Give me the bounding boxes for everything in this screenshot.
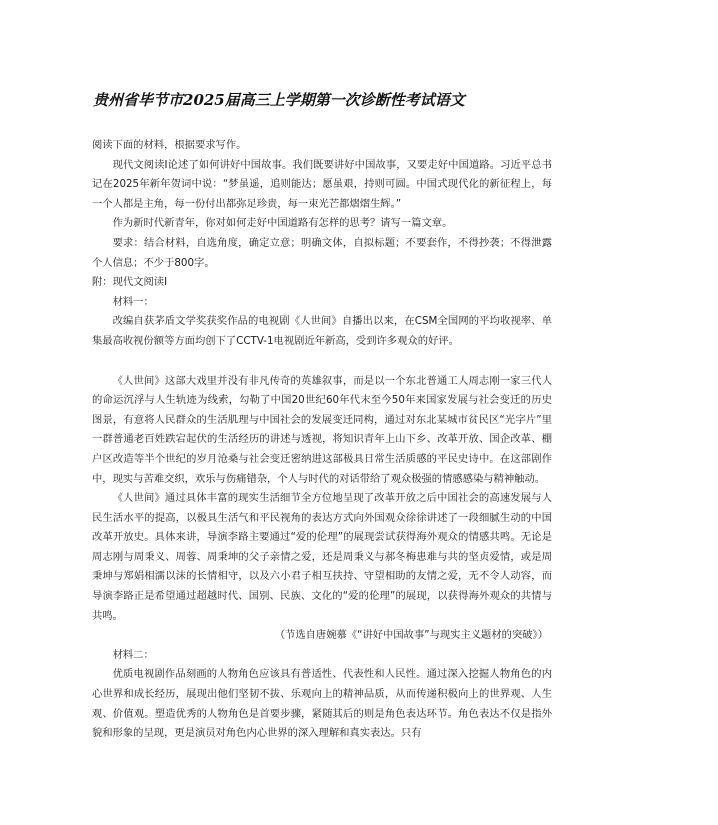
instruction-paragraph: 阅读下面的材料，根据要求写作。 <box>92 139 247 151</box>
document-title: 贵州省毕节市2025届高三上学期第一次诊断性考试语文 <box>93 91 465 109</box>
material-one-heading: 材料一： <box>112 295 154 308</box>
material-one-paragraph-2: 《人世间》通过具体丰富的现实生活细节全方位地呈现了改革开放之后中国社会的高速发展与人民生活水平的提高，以极具生活气和平民视角的表达方式向外国观众徐徐讲述了一段细腻生动的中国改革开放史。具体来讲，导演李路主要通过“爱的伦理”的展现尝试获得海外观众的情感共鸣。无论是周志刚与周秉义、周蓉、周秉坤的父子亲情之爱，还是周秉义与郝冬梅患难与共的坚贞爱情，或是周秉坤与郑娟相濡以沫的长情相守，以及六小君子相互扶持、守望相助的友情之爱，无不令人动容，而导演李路正是希望通过超越时代、国别、民族、文化的“爱的伦理”的展现，以获得海外观众的共情与共鸣。 <box>92 492 552 622</box>
document-body <box>92 136 552 744</box>
material-two-heading: 材料二： <box>112 648 154 661</box>
material-two-paragraph: 优质电视剧作品刻画的人物角色应该具有普适性、代表性和人民性。通过深入挖掘人物角色的内心世界和成长经历，展现出他们坚韧不拔、乐观向上的精神品质，从而传递积极向上的世界观、人生观、价值观。塑造优秀的人物角色是首要步骤，紧随其后的则是角色表达环节。角色表达不仅是指外貌和形象的呈现，更是演员对角色内心世界的深入理解和真实表达。只有 <box>92 668 552 740</box>
appendix-label: 附：现代文阅读Ⅰ <box>92 276 168 289</box>
paragraph-gap <box>92 352 552 372</box>
source-citation: （节选自唐婉慕《“讲好中国故事”与现实主义题材的突破》） <box>274 629 548 642</box>
prompt-paragraph: 现代文阅读Ⅰ论述了如何讲好中国故事。我们既要讲好中国故事，又要走好中国道路。习近平总书记在2025年新年贺词中说：“梦虽遥，追则能达；愿虽艰，持则可圆。中国式现代化的新征程上，每一个人都是主角，每一份付出都弥足珍贵，每一束光芒都熠熠生辉。” <box>92 158 552 210</box>
material-one-intro: 改编自获茅盾文学奖获奖作品的电视剧《人世间》自播出以来，在CSM全国网的平均收视率、单集最高收视份额等方面均创下了CCTV-1电视剧近年新高，受到许多观众的好评。 <box>92 315 552 347</box>
material-one-paragraph-1: 《人世间》这部大戏里并没有非凡传奇的英雄叙事，而是以一个东北普通工人周志刚一家三代人的命运沉浮与人生轨迹为线索，勾勒了中国20世纪60年代末至今50年来国家发展与社会变迁的历史图景，有意将人民群众的生活肌理与中国社会的发展变迁同构，通过对东北某城市贫民区“光字片”里一群普通老百姓跌宕起伏的生活经历的讲述与透视，将知识青年上山下乡、改革开放、国企改革、棚户区改造等半个世纪的岁月沧桑与社会变迁密纳进这部极具日常生活质感的平民史诗中。在这部剧作中，现实与苦难交织，欢乐与伤痛错杂，个人与时代的对话带给了观众极强的情感感染与精神触动。 <box>92 374 552 485</box>
task-paragraph: 作为新时代新青年，你对如何走好中国道路有怎样的思考？请写一篇文章。 <box>112 217 453 230</box>
requirements-paragraph: 要求：结合材料，自选角度，确定立意；明确文体，自拟标题；不要套作，不得抄袭；不得泄露个人信息；不少于800字。 <box>92 236 552 269</box>
